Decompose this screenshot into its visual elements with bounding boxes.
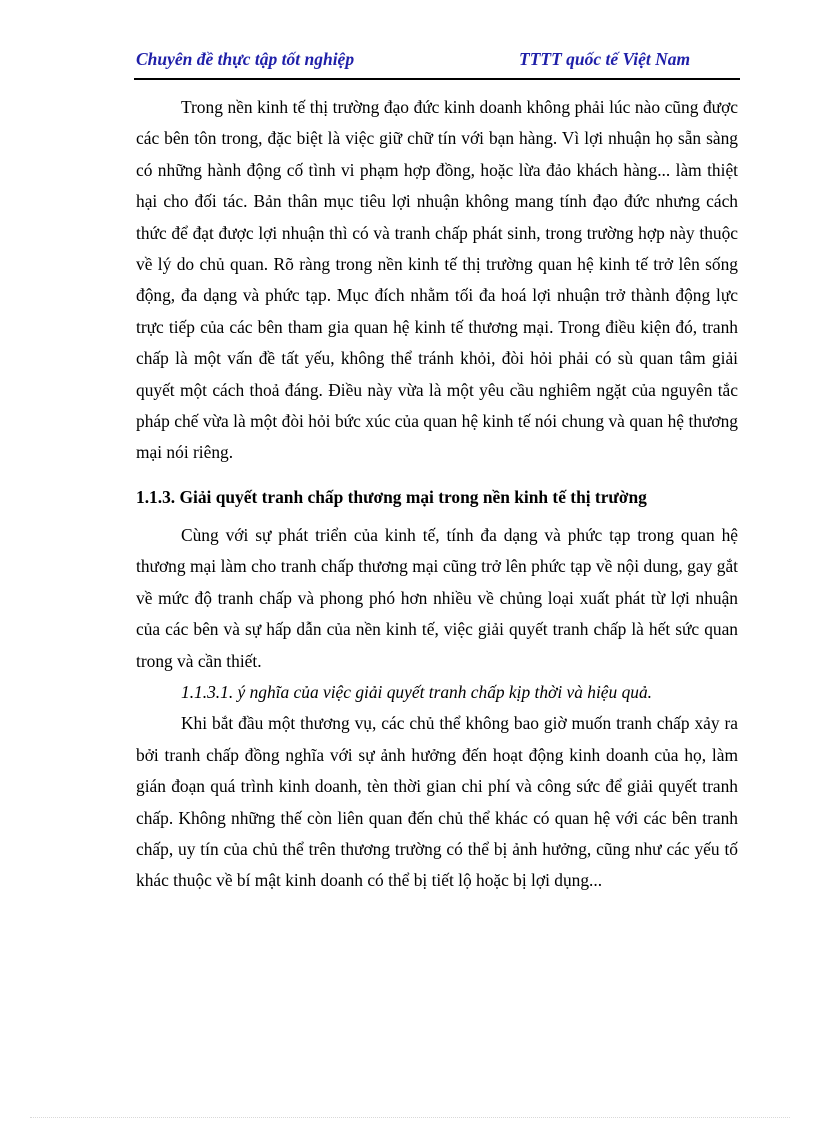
header-right-title: TTTT quốc tế Việt Nam bbox=[519, 49, 691, 69]
paragraph-3: Khi bắt đầu một thương vụ, các chủ thể không bao giờ muốn tranh chấp xảy ra bởi tranh chấp đồng nghĩa với sự ảnh hưởng đến hoạt động kinh doanh của họ, làm gián đoạn quá trình kinh doanh, tèn thời gian chi phí và công sức để giải quyết tranh chấp. Không những thế còn liên quan đến chủ thể khác có quan hệ với các bên tranh chấp, uy tín của chủ thể trên thương trường có thể bị ảnh hưởng, cũng như các yếu tố khác thuộc về bí mật kinh doanh có thể bị tiết lộ hoặc bị lợi dụng... bbox=[136, 713, 738, 891]
subsection-heading: 1.1.3.1. ý nghĩa của việc giải quyết tranh chấp kịp thời và hiệu quả. bbox=[181, 681, 652, 702]
paragraph-1: Trong nền kinh tế thị trường đạo đức kinh doanh không phải lúc nào cũng được các bên tôn trong, đặc biệt là việc giữ chữ tín với bạn hàng. Vì lợi nhuận họ sẵn sàng có những hành động cố tình vi phạm hợp đồng, hoặc lừa đảo khách hàng... làm thiệt hại cho đối tác. Bản thân mục tiêu lợi nhuận không mang tính đạo đức nhưng cách thức để đạt được lợi nhuận thì có và tranh chấp phát sinh, trong trường hợp này thuộc về lý do chủ quan. Rõ ràng trong nền kinh tế thị trường quan hệ kinh tế trở lên sống động, đa dạng và phức tạp. Mục đích nhằm tối đa hoá lợi nhuận trở thành động lực trực tiếp của các bên tham gia quan hệ kinh tế thương mại. Trong điều kiện đó, tranh chấp là một vấn đề tất yếu, không thể tránh khỏi, đòi hỏi phải có sù quan tâm giải quyết một cách thoả đáng. Điều này vừa là một yêu cầu nghiêm ngặt của nguyên tắc pháp chế vừa là một đòi hỏi bức xúc của quan hệ kinh tế nói chung và quan hệ thương mại nói riêng. bbox=[136, 97, 738, 463]
header-rule bbox=[134, 78, 740, 80]
document-body bbox=[136, 92, 738, 897]
footer-divider bbox=[30, 1117, 790, 1118]
paragraph-2: Cùng với sự phát triển của kinh tế, tính đa dạng và phức tạp trong quan hệ thương mại làm cho tranh chấp thương mại cũng trở lên phức tạp về nội dung, gay gắt về mức độ tranh chấp và phong phó hơn nhiều về chủng loại xuất phát từ lợi nhuận của các bên và sự hấp dẫn của nền kinh tế, việc giải quyết tranh chấp là hết sức quan trong và cần thiết. bbox=[136, 524, 738, 671]
header-left-title: Chuyên đề thực tập tốt nghiệp bbox=[136, 49, 355, 69]
section-heading: 1.1.3. Giải quyết tranh chấp thương mại trong nền kinh tế thị trường bbox=[136, 486, 647, 507]
page-header bbox=[134, 46, 740, 78]
